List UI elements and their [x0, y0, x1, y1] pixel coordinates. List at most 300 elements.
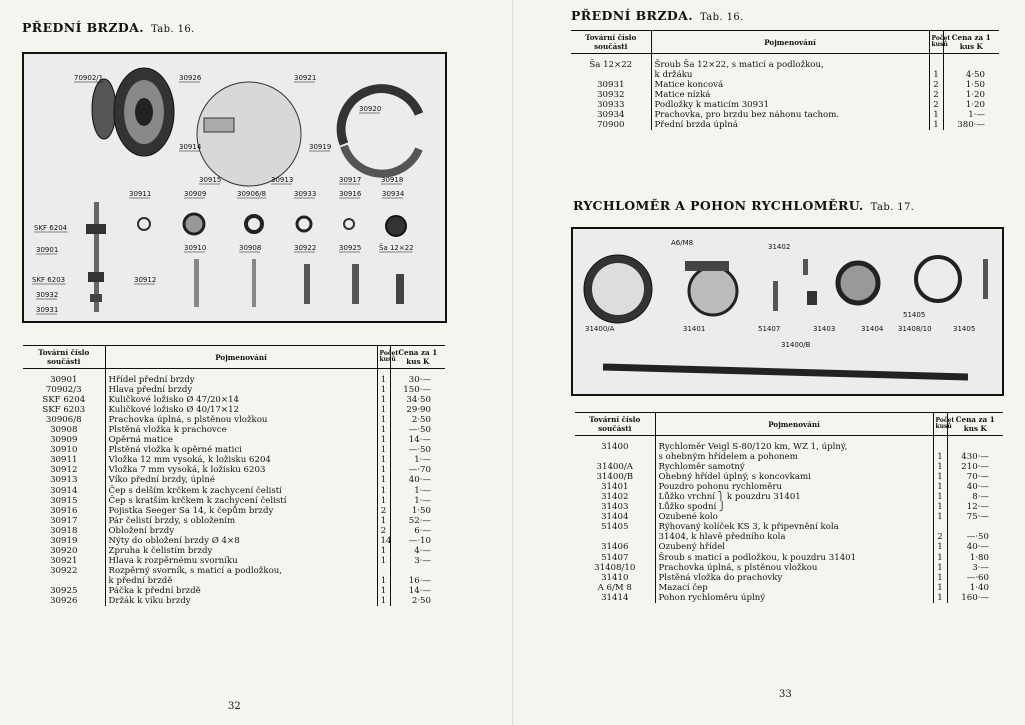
- part-quantity: 2: [929, 80, 943, 90]
- part-price: 8·—: [972, 492, 989, 503]
- part-quantity: 1: [933, 553, 947, 563]
- table-row: [23, 375, 445, 385]
- figure-label: 31404: [861, 325, 884, 333]
- part-code: Šа 12×22: [571, 60, 651, 70]
- part-price: 2·50: [411, 415, 431, 426]
- part-quantity: 1: [933, 462, 947, 472]
- table-row: [23, 425, 445, 435]
- drive-housing: [689, 267, 737, 315]
- part-price: 14·—: [408, 585, 431, 596]
- part-quantity: 1: [377, 375, 390, 385]
- part-code: [571, 70, 651, 80]
- part-quantity: 1: [377, 465, 390, 475]
- table-row: [23, 556, 445, 566]
- part-code: 30934: [571, 110, 651, 120]
- part-name: Pohon rychloměru úplný: [658, 592, 766, 603]
- figure-label: 30922: [294, 244, 317, 252]
- part-quantity: 1: [929, 120, 943, 130]
- table-row: [23, 506, 445, 516]
- part-name: Hřídel přední brzdy: [108, 375, 195, 385]
- tab-reference: Tab. 16.: [150, 24, 195, 35]
- part-quantity: 1: [933, 583, 947, 593]
- brake-continued-heading: [571, 8, 744, 23]
- part-quantity: [933, 522, 947, 532]
- table-row: [23, 395, 445, 405]
- figure-label: 51405: [903, 311, 926, 319]
- part-price: 52·—: [408, 515, 431, 526]
- figure-label: 30914: [179, 143, 202, 151]
- part-price: 3·—: [972, 562, 989, 573]
- table-row: [575, 573, 1003, 583]
- part-code: 31400: [575, 442, 655, 452]
- figure-label: 30921: [294, 74, 317, 82]
- part-price: 160·—: [961, 592, 989, 603]
- table-row: [575, 442, 1003, 452]
- part-quantity: 1: [933, 542, 947, 552]
- part-name: Ozubené kolo: [658, 512, 718, 523]
- part-quantity: 2: [933, 532, 947, 542]
- section-title: RYCHLOMĚR A POHON RYCHLOMĚRU.: [573, 198, 864, 213]
- part-quantity: 1: [377, 405, 390, 415]
- col-qty-header: Počet kusů: [929, 31, 943, 54]
- part-name: Rozpěrný svorník, s maticí a podložkou,: [108, 565, 283, 576]
- part-price: 1·—: [414, 485, 431, 496]
- figure-label: SKF 6203: [32, 276, 66, 284]
- part-code: SKF 6204: [23, 395, 105, 405]
- gear-wheel: [838, 263, 878, 303]
- part-quantity: 1: [933, 502, 947, 512]
- table-row: [571, 110, 999, 120]
- part-code: 30906/8: [23, 415, 105, 425]
- part-code: 30918: [23, 526, 105, 536]
- part-price: 210·—: [961, 462, 989, 473]
- figure-label: 30909: [184, 190, 207, 198]
- part-name: Přední brzda úplná: [654, 120, 738, 131]
- table-row: [23, 566, 445, 576]
- table-row: [575, 583, 1003, 593]
- table-row: [571, 70, 999, 80]
- part-price: 380·—: [957, 120, 985, 131]
- part-price: 430·—: [961, 452, 989, 463]
- section-title: PŘEDNÍ BRZDA.: [22, 20, 144, 35]
- part-code: [575, 532, 655, 542]
- plate-holder: [204, 118, 234, 132]
- table-row: [23, 516, 445, 526]
- part-name: Páčka k přední brzdě: [108, 585, 201, 596]
- figure-label: 30933: [294, 190, 317, 198]
- part-price: 4·50: [965, 70, 985, 81]
- part-name: Matice koncová: [654, 80, 724, 91]
- part-quantity: 2: [377, 506, 390, 516]
- col-qty-header: Počet kusů: [933, 413, 947, 436]
- page-number: 33: [779, 689, 792, 700]
- part-name: Plstěná vložka k opěrné matici: [108, 445, 242, 456]
- part-price: 16·—: [408, 575, 431, 586]
- part-price: —·50: [408, 425, 431, 436]
- table-row: [575, 502, 1003, 512]
- part-name: Matice nízká: [654, 90, 711, 101]
- part-quantity: 1: [377, 475, 390, 485]
- figure-label: SKF 6204: [34, 224, 68, 232]
- small-parts-row: [138, 214, 406, 307]
- table-row: [575, 452, 1003, 462]
- part-code: 31404: [575, 512, 655, 522]
- part-code: 30920: [23, 546, 105, 556]
- part-price: [947, 522, 1003, 532]
- speedometer-heading: [573, 198, 914, 213]
- tab-reference: Tab. 17.: [870, 202, 915, 213]
- part-code: 31414: [575, 593, 655, 603]
- part-price: 4·—: [414, 545, 431, 556]
- part-price: [390, 566, 445, 576]
- part-price: 70·—: [966, 472, 989, 483]
- part-code: 30901: [23, 375, 105, 385]
- figure-label: 30932: [36, 291, 59, 299]
- part-quantity: 1: [933, 472, 947, 482]
- table-row: [575, 593, 1003, 603]
- part-name: Víko přední brzdy, úplné: [108, 475, 215, 486]
- col-price-header: Cena za 1 kus K: [943, 31, 999, 54]
- figure-label: 31408/10: [898, 325, 932, 333]
- part-code: [575, 452, 655, 462]
- part-price: 1·—: [414, 455, 431, 466]
- table-row: [571, 60, 999, 70]
- flexible-shaft: [603, 367, 968, 377]
- part-quantity: 1: [377, 516, 390, 526]
- part-quantity: 1: [377, 435, 390, 445]
- part-code: 30932: [571, 90, 651, 100]
- col-code-header: Tovární číslo součásti: [575, 413, 655, 436]
- part-price: 30·—: [408, 375, 431, 385]
- figure-label: 30916: [339, 190, 362, 198]
- figure-label: 30908: [239, 244, 262, 252]
- part-name: Zpruha k čelistím brzdy: [108, 545, 213, 556]
- table-row: [23, 415, 445, 425]
- right-page: [512, 0, 1025, 725]
- speedometer-figure: [571, 227, 1004, 396]
- part-quantity: 1: [377, 556, 390, 566]
- part-code: 51405: [575, 522, 655, 532]
- figure-label: 30911: [129, 190, 152, 198]
- part-name: Rychloměr samotný: [658, 462, 745, 473]
- col-price-header: Cena za 1 kus K: [947, 413, 1003, 436]
- brake-parts-illustration: [24, 54, 445, 321]
- part-code: 30933: [571, 100, 651, 110]
- part-price: [947, 442, 1003, 452]
- part-name: Lůžko spodní ⎭: [658, 502, 726, 513]
- col-price-header: Cena za 1 kus K: [390, 346, 445, 369]
- part-price: 1·20: [965, 90, 985, 101]
- part-name: Čep s kratším krčkem k zachycení čelistí: [108, 495, 287, 506]
- part-code: A 6/M 8: [575, 583, 655, 593]
- part-quantity: 1: [933, 573, 947, 583]
- part-name: Vložka 12 mm vysoká, k ložisku 6204: [108, 455, 271, 466]
- part-price: 1·—: [968, 110, 985, 121]
- figure-label: 70902/1: [74, 74, 104, 82]
- table-row: [575, 462, 1003, 472]
- table-row: [575, 482, 1003, 492]
- part-name: Obložení brzdy: [108, 525, 175, 536]
- left-page: [0, 0, 512, 725]
- part-price: [943, 60, 999, 70]
- table-row: [575, 563, 1003, 573]
- part-code: 30926: [23, 596, 105, 606]
- table-row: [23, 385, 445, 395]
- table-row: [23, 576, 445, 586]
- part-price: 1·50: [965, 80, 985, 91]
- part-code: 31410: [575, 573, 655, 583]
- brake-parts-table-continued: [571, 30, 999, 130]
- part-name: Prachovka úplná, s plstěnou vložkou: [658, 562, 818, 573]
- part-name: Prachovka úplná, s plstěnou vložkou: [108, 415, 268, 426]
- figure-label: A6/M8: [671, 239, 694, 247]
- part-code: 30919: [23, 536, 105, 546]
- part-quantity: 1: [377, 455, 390, 465]
- speedometer-parts-illustration: [573, 229, 1002, 394]
- part-code: 30917: [23, 516, 105, 526]
- front-brake-shaft: [86, 202, 106, 312]
- table-row: [571, 120, 999, 130]
- part-code: 70900: [571, 120, 651, 130]
- table-row: [23, 435, 445, 445]
- table-row: [571, 100, 999, 110]
- part-quantity: 1: [933, 492, 947, 502]
- part-name: s ohebným hřídelem a pohonem: [658, 452, 798, 463]
- part-name: Držák k víku brzdy: [108, 596, 191, 607]
- brake-heading: [22, 20, 195, 35]
- part-code: 30916: [23, 506, 105, 516]
- part-code: 31406: [575, 542, 655, 552]
- table-row: [571, 80, 999, 90]
- part-quantity: 1: [377, 546, 390, 556]
- part-name: Pár čelistí brzdy, s obložením: [108, 515, 236, 526]
- table-row: [23, 405, 445, 415]
- part-quantity: 1: [377, 486, 390, 496]
- brake-plate: [197, 82, 301, 186]
- part-quantity: 2: [929, 100, 943, 110]
- figure-label: 31402: [768, 243, 791, 251]
- col-code-header: Tovární číslo součásti: [571, 31, 651, 54]
- figure-label: 30925: [339, 244, 362, 252]
- part-price: 1·80: [969, 552, 989, 563]
- part-name: Rýhovaný kolíček KS 3, k připevnění kola: [658, 522, 839, 533]
- part-quantity: 1: [933, 563, 947, 573]
- figure-label: 30920: [359, 105, 382, 113]
- part-price: 40·—: [966, 542, 989, 553]
- part-name: k držáku: [654, 70, 693, 81]
- part-code: 31402: [575, 492, 655, 502]
- part-name: Šroub s maticí a podložkou, k pouzdru 31401: [658, 552, 857, 563]
- part-price: 29·90: [406, 405, 431, 416]
- part-name: Ohebný hřídel úplný, s koncovkami: [658, 472, 811, 483]
- part-price: 1·40: [969, 582, 989, 593]
- table-row: [23, 445, 445, 455]
- part-name: Pouzdro pohonu rychloměru: [658, 482, 782, 493]
- figure-label: 30906/8: [237, 190, 267, 198]
- part-price: 6·—: [414, 525, 431, 536]
- brake-shoe-top: [341, 89, 419, 144]
- part-name: Ozubený hřídel: [658, 542, 726, 553]
- table-row: [575, 542, 1003, 552]
- table-row: [575, 492, 1003, 502]
- part-quantity: 1: [933, 482, 947, 492]
- part-name: Plstěná vložka do prachovky: [658, 572, 783, 583]
- part-quantity: 1: [377, 445, 390, 455]
- part-quantity: [377, 566, 390, 576]
- table-row: [23, 465, 445, 475]
- figure-label: 31400/B: [781, 341, 811, 349]
- part-quantity: 1: [933, 512, 947, 522]
- figure-label: 30931: [36, 306, 59, 314]
- col-code-header: Tovární číslo součásti: [23, 346, 105, 369]
- part-code: 30915: [23, 496, 105, 506]
- table-row: [23, 586, 445, 596]
- figure-label: 30919: [309, 143, 332, 151]
- part-code: 30922: [23, 566, 105, 576]
- part-quantity: 1: [933, 452, 947, 462]
- part-price: —·50: [408, 445, 431, 456]
- part-name: Vložka 7 mm vysoká, k ložisku 6203: [108, 465, 266, 476]
- part-name: Mazací čep: [658, 582, 708, 593]
- part-code: 30908: [23, 425, 105, 435]
- table-row: [23, 486, 445, 496]
- part-name: Kuličkové ložisko Ø 47/20×14: [108, 395, 240, 406]
- part-price: —·10: [408, 535, 431, 546]
- figure-label: 31403: [813, 325, 836, 333]
- part-price: —·70: [408, 465, 431, 476]
- part-name: k přední brzdě: [108, 575, 173, 586]
- part-quantity: 1: [377, 395, 390, 405]
- figure-label: 30901: [36, 246, 59, 254]
- part-code: 30921: [23, 556, 105, 566]
- part-price: 150·—: [403, 385, 431, 396]
- part-price: —·60: [966, 572, 989, 583]
- part-quantity: 1: [377, 385, 390, 395]
- figure-label: 31405: [953, 325, 976, 333]
- part-quantity: 1: [377, 576, 390, 586]
- part-price: 1·20: [965, 100, 985, 111]
- part-price: 14·—: [408, 435, 431, 446]
- part-code: 70902/3: [23, 385, 105, 395]
- part-name: Rychloměr Veigl S-80/120 km, WZ 1, úplný,: [658, 442, 848, 452]
- part-price: 3·—: [414, 555, 431, 566]
- figure-label: 30915: [199, 176, 222, 184]
- table-row: [23, 455, 445, 465]
- part-code: 30931: [571, 80, 651, 90]
- part-quantity: 2: [929, 90, 943, 100]
- section-title: PŘEDNÍ BRZDA.: [571, 8, 693, 23]
- part-code: SKF 6203: [23, 405, 105, 415]
- brake-shoe-bottom: [344, 146, 419, 174]
- figure-label: 31401: [683, 325, 706, 333]
- page-number: 32: [228, 701, 241, 712]
- part-name: 31404, k hlavě předního kola: [658, 532, 786, 543]
- part-price: 40·—: [408, 475, 431, 486]
- part-price: 40·—: [966, 482, 989, 493]
- col-name-header: Pojmenování: [655, 413, 933, 436]
- part-price: 2·50: [411, 596, 431, 607]
- part-name: Opěrná matice: [108, 435, 174, 446]
- table-row: [23, 496, 445, 506]
- part-code: 31408/10: [575, 563, 655, 573]
- table-row: [23, 546, 445, 556]
- part-name: Prachovka, pro brzdu bez náhonu tachom.: [654, 110, 840, 121]
- table-row: [23, 536, 445, 546]
- part-code: 30912: [23, 465, 105, 475]
- part-price: 1·50: [411, 505, 431, 516]
- part-price: 75·—: [966, 512, 989, 523]
- figure-label: 30912: [134, 276, 157, 284]
- table-row: [23, 526, 445, 536]
- table-row: [575, 472, 1003, 482]
- figure-label: 30918: [381, 176, 404, 184]
- part-code: [23, 576, 105, 586]
- part-name: Šroub Šа 12×22, s maticí a podložkou,: [654, 60, 824, 70]
- part-quantity: 1: [377, 496, 390, 506]
- part-name: Podložky k maticím 30931: [654, 100, 770, 111]
- figure-label: 30934: [382, 190, 405, 198]
- table-row: [575, 553, 1003, 563]
- part-quantity: 1: [377, 586, 390, 596]
- part-price: 1·—: [414, 495, 431, 506]
- figure-label: 30926: [179, 74, 202, 82]
- part-quantity: 1: [929, 110, 943, 120]
- table-row: [575, 532, 1003, 542]
- part-quantity: 1: [377, 596, 390, 606]
- part-code: 30925: [23, 586, 105, 596]
- part-code: 30910: [23, 445, 105, 455]
- figure-label: Šа 12×22: [379, 244, 414, 252]
- col-qty-header: Počet kusů: [377, 346, 390, 369]
- part-code: 30913: [23, 475, 105, 485]
- part-price: 34·50: [406, 395, 431, 406]
- part-quantity: 1: [929, 70, 943, 80]
- dust-cover: [916, 257, 960, 301]
- table-row: [575, 512, 1003, 522]
- brake-exploded-figure: [22, 52, 447, 323]
- part-code: 31403: [575, 502, 655, 512]
- col-name-header: Pojmenování: [105, 346, 377, 369]
- part-code: 31400/A: [575, 462, 655, 472]
- part-name: Pojistka Seeger Sa 14, k čepům brzdy: [108, 505, 274, 516]
- part-price: —·50: [966, 532, 989, 543]
- part-code: 51407: [575, 553, 655, 563]
- part-code: 30914: [23, 486, 105, 496]
- table-row: [23, 596, 445, 606]
- part-quantity: 2: [377, 526, 390, 536]
- part-quantity: 1: [377, 415, 390, 425]
- part-price: 12·—: [966, 502, 989, 513]
- part-quantity: 1: [377, 425, 390, 435]
- part-code: 30909: [23, 435, 105, 445]
- part-quantity: [933, 442, 947, 452]
- brake-drum: [92, 68, 174, 156]
- speedometer-parts-table: [575, 412, 1003, 603]
- figure-label: 30917: [339, 176, 362, 184]
- table-row: [575, 522, 1003, 532]
- part-name: Plstěná vložka k prachovce: [108, 425, 227, 436]
- part-name: Kuličkové ložisko Ø 40/17×12: [108, 405, 240, 416]
- table-row: [23, 475, 445, 485]
- table-row: [571, 90, 999, 100]
- figure-label: 30910: [184, 244, 207, 252]
- tab-reference: Tab. 16.: [699, 12, 744, 23]
- figure-label: 51407: [758, 325, 781, 333]
- part-quantity: [929, 60, 943, 70]
- part-name: Lůžko vrchní ⎫ k pouzdru 31401: [658, 492, 801, 503]
- figure-label: 31400/A: [585, 325, 615, 333]
- part-quantity: 1: [933, 593, 947, 603]
